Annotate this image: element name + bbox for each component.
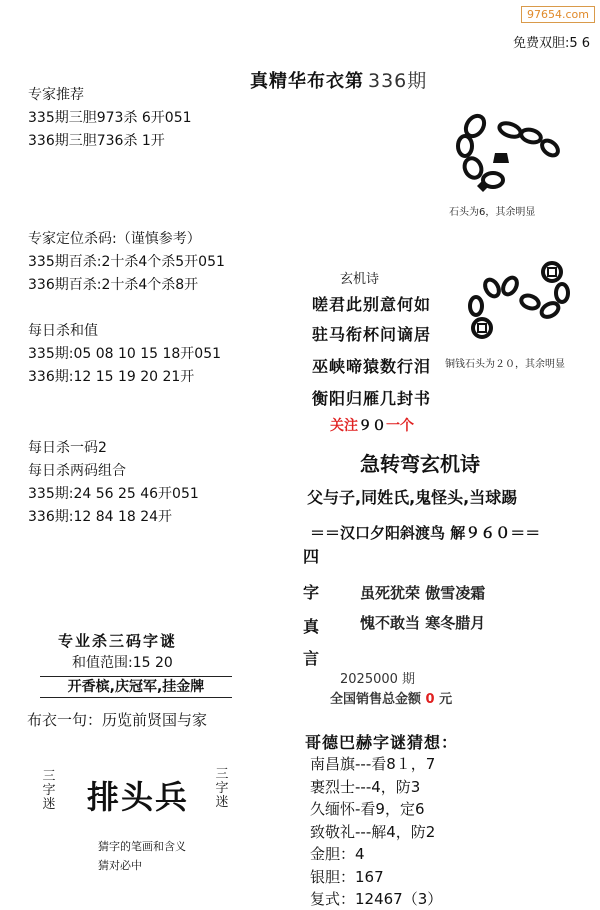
coin-caption: 铜钱石头为２０，其余明显 (445, 359, 565, 370)
free-double: 免费双胆:5 6 (512, 36, 590, 51)
goedel-line: 复式：12467（3） (310, 890, 443, 908)
expert-section (28, 84, 192, 153)
daily-code-line: 336期:12 84 18 24开 (28, 509, 173, 525)
position-kill-line: 335期百杀:2十杀4个杀5开051 (28, 254, 225, 270)
goedel-line: 久缅怀-看9，定6 (310, 800, 425, 818)
page-title: 真精华布衣第 336期 (250, 70, 428, 92)
sum-range: 和值范围:15 20 (72, 655, 173, 671)
position-kill-line: 336期百杀:2十杀4个杀8开 (28, 277, 199, 293)
slogan-box: 开香槟,庆冠军,挂金牌 (40, 676, 232, 698)
goedel-line: 裹烈士---4，防3 (310, 778, 421, 796)
expert-heading: 专家推荐 (28, 87, 84, 103)
goedel-line: 金胆：4 (310, 845, 365, 863)
goedel-line: 南昌旗---看8１，7 (310, 755, 436, 773)
hankou-line: ＝＝汉口夕阳斜渡鸟 解９６０＝＝ (310, 524, 541, 542)
side-label-left: 三字迷 (42, 769, 56, 812)
side-label-right: 三字迷 (215, 767, 229, 810)
daily-code-heading: 每日杀一码2 (28, 440, 107, 456)
four-char-glyph: 四 (303, 547, 320, 566)
daily-code-section (28, 437, 199, 529)
poem-line: 驻马衔杯问谪居 (312, 325, 432, 344)
daily-code-line: 335期:24 56 25 46开051 (28, 486, 199, 502)
four-char-glyph: 言 (303, 649, 320, 668)
stone-caption: 石头为6，其余明显 (449, 207, 536, 218)
sales-total: 全国销售总金额 0 元 (330, 692, 453, 707)
daily-sum-line: 335期:05 08 10 15 18开051 (28, 346, 222, 362)
four-char-verse: 愧不敢当 寒冬腊月 (360, 614, 486, 632)
focus-note: 关注９０一个 (330, 418, 414, 434)
riddle-tip: 猜字的笔画和含义 (98, 840, 186, 853)
poem-line: 嗟君此别意何如 (312, 295, 432, 314)
position-kill-section (28, 228, 225, 297)
daily-sum-section (28, 320, 221, 389)
sales-issue: 2025000 期 (340, 672, 416, 687)
stone-chain-illustration (455, 108, 570, 198)
poem-line: 衡阳归雁几封书 (312, 389, 432, 408)
poem-line: 巫峡啼猿数行泪 (312, 357, 432, 376)
issue-number: 336期 (368, 70, 428, 92)
position-kill-heading: 专家定位杀码:（谨慎参考） (28, 231, 201, 247)
daily-code-heading-2: 每日杀两码组合 (28, 463, 126, 479)
daily-sum-heading: 每日杀和值 (28, 323, 98, 339)
four-char-glyph: 真 (303, 617, 320, 636)
expert-line: 336期三胆736杀 1开 (28, 133, 165, 149)
buyi-sentence: 布衣一句：历览前贤国与家 (27, 711, 208, 729)
watermark: 97654.com (521, 6, 595, 23)
four-char-verse: 虽死犹荣 傲雪凌霜 (360, 584, 486, 602)
coin-chain-illustration (462, 258, 577, 343)
goedel-heading: 哥德巴赫字谜猜想： (305, 733, 459, 752)
expert-line: 335期三胆973杀 6开051 (28, 110, 192, 126)
goedel-line: 致敬礼---解4，防2 (310, 823, 436, 841)
daily-sum-line: 336期:12 15 19 20 21开 (28, 369, 195, 385)
riddle-tip: 猜对必中 (98, 859, 142, 872)
goedel-line: 银胆：167 (310, 868, 384, 886)
four-char-glyph: 字 (303, 583, 320, 602)
riddle-title: 急转弯玄机诗 (360, 452, 480, 476)
pro-heading: 专业杀三码字谜 (58, 632, 178, 650)
poem-heading: 玄机诗 (340, 272, 380, 287)
riddle-answer-word: 排头兵 (87, 778, 190, 816)
family-riddle: 父与子,同姓氏,鬼怪头,当球踢 (307, 488, 518, 507)
